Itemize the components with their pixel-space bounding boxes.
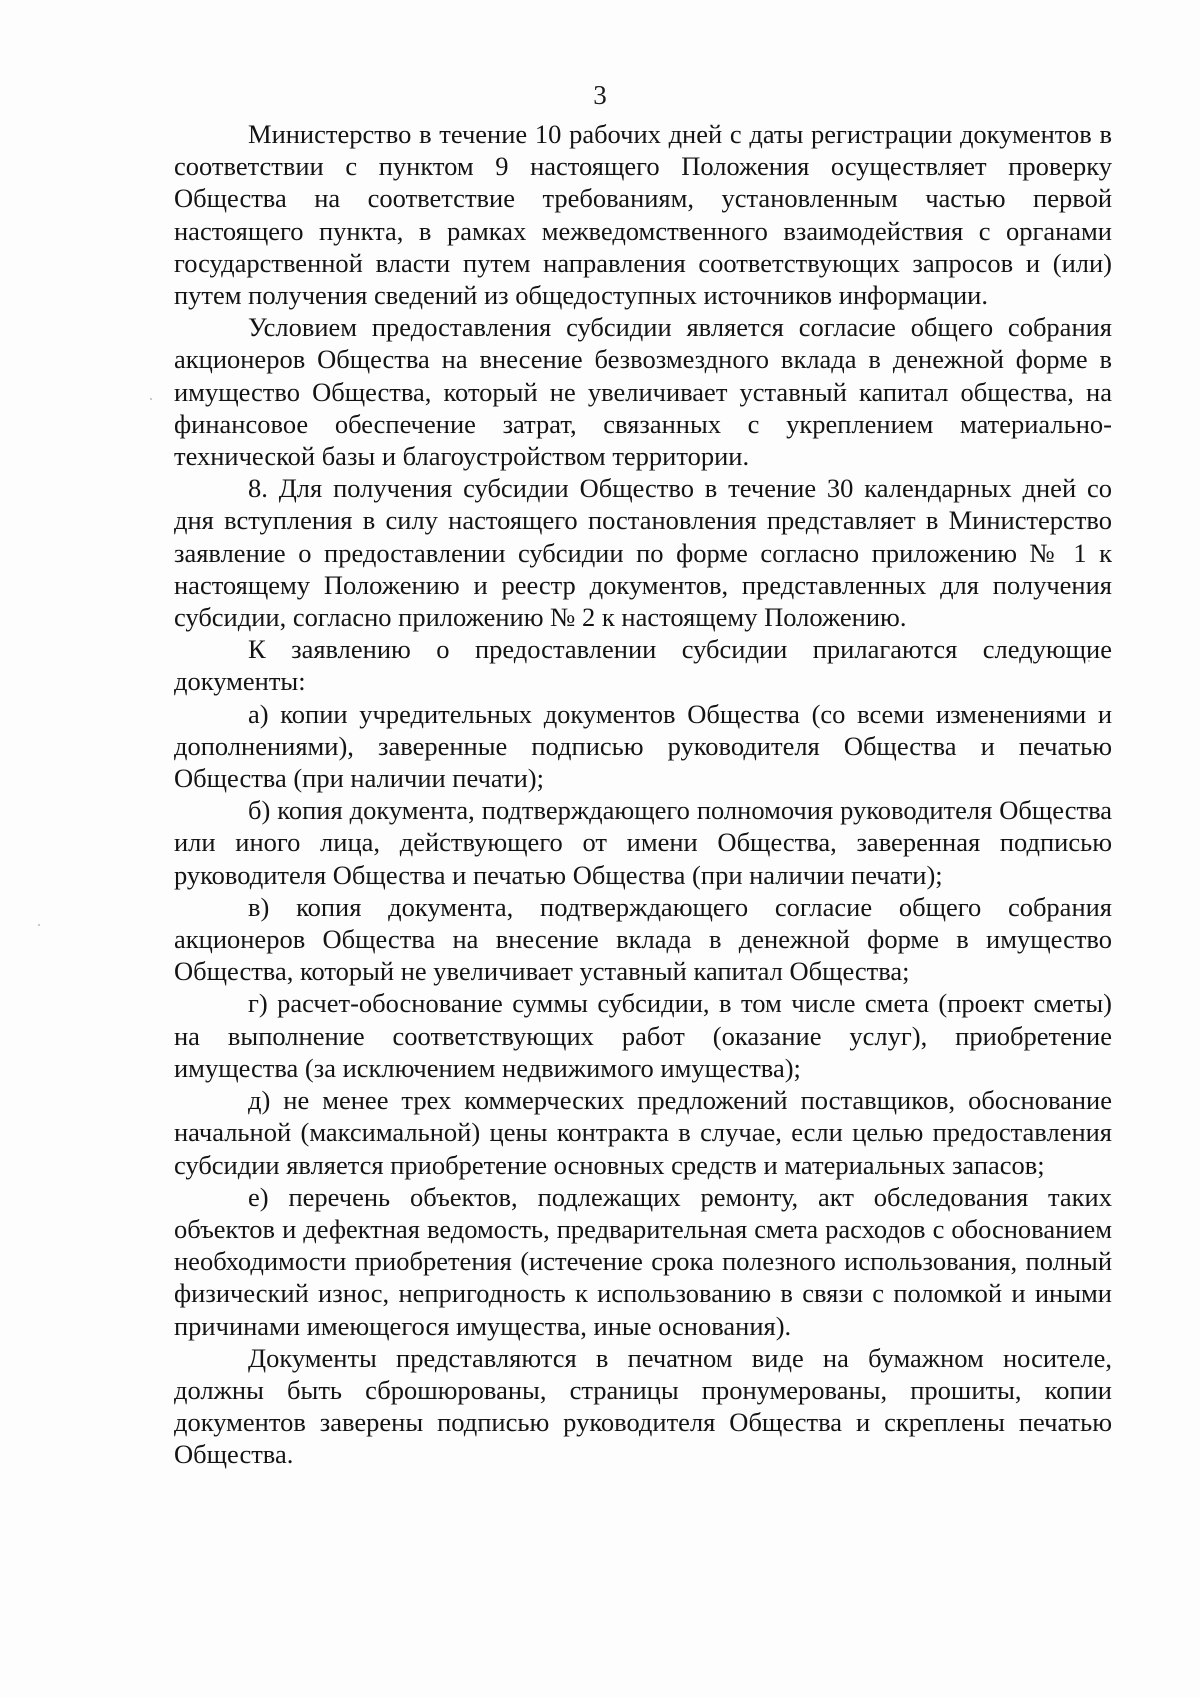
paragraph-item-8: 8. Для получения субсидии Общество в течение 30 календарных дней со дня вступления в силу настоящего постановления представляет в Министерство заявление о предоставлении субсидии по форме согласно приложению № 1 к настоящему Положению и реестр документов, представленных для получения субсидии, согласно приложению № 2 к настоящему Положению. (174, 473, 1112, 633)
scan-speck (38, 924, 40, 926)
paragraph-subsidy-condition: Условием предоставления субсидии является согласие общего собрания акционеров Общества на внесение безвозмездного вклада в денежной форме в имущество Общества, который не увеличивает уставный капитал общества, на финансовое обеспечение затрат, связанных с укреплением материально-технической базы и благоустройством территории. (174, 312, 1112, 472)
scan-speck (150, 398, 152, 400)
page-number: 3 (593, 80, 607, 110)
list-item-d: д) не менее трех коммерческих предложений поставщиков, обоснование начальной (максимальной) цены контракта в случае, если целью предоставления субсидии является приобретение основных средств и материальных запасов; (174, 1085, 1112, 1180)
list-item-g: г) расчет-обоснование суммы субсидии, в том числе смета (проект сметы) на выполнение соответствующих работ (оказание услуг), приобретение имущества (за исключением недвижимого имущества); (174, 988, 1112, 1083)
paragraph-attached-documents: К заявлению о предоставлении субсидии прилагаются следующие документы: (174, 634, 1112, 697)
list-item-b: б) копия документа, подтверждающего полномочия руководителя Общества или иного лица, действующего от имени Общества, заверенная подписью руководителя Общества и печатью Общества (при наличии печати); (174, 795, 1112, 890)
list-item-e: е) перечень объектов, подлежащих ремонту, акт обследования таких объектов и дефектная ведомость, предварительная смета расходов с обоснованием необходимости приобретения (истечение срока полезного использования, полный физический износ, непригодность к использованию в связи с поломкой и иными причинами имеющегося имущества, иные основания). (174, 1181, 1112, 1341)
list-item-v: в) копия документа, подтверждающего согласие общего собрания акционеров Общества на внесение вклада в денежной форме в имущество Общества, который не увеличивает уставный капитал Общества; (174, 891, 1112, 987)
paragraph-ministry-verification: Министерство в течение 10 рабочих дней с даты регистрации документов в соответствии с пунктом 9 настоящего Положения осуществляет проверку Общества на соответствие требованиям, установленным частью первой настоящего пункта, в рамках межведомственного взаимодействия с органами государственной власти путем направления соответствующих запросов и (или) путем получения сведений из общедоступных источников информации. (174, 119, 1112, 311)
document-body (174, 118, 1112, 1471)
list-item-a: а) копии учредительных документов Общества (со всеми изменениями и дополнениями), заверенные подписью руководителя Общества и печатью Общества (при наличии печати); (174, 698, 1112, 794)
paragraph-document-format: Документы представляются в печатном виде на бумажном носителе, должны быть сброшюрованы, страницы пронумерованы, прошиты, копии документов заверены подписью руководителя Общества и скреплены печатью Общества. (174, 1342, 1112, 1470)
